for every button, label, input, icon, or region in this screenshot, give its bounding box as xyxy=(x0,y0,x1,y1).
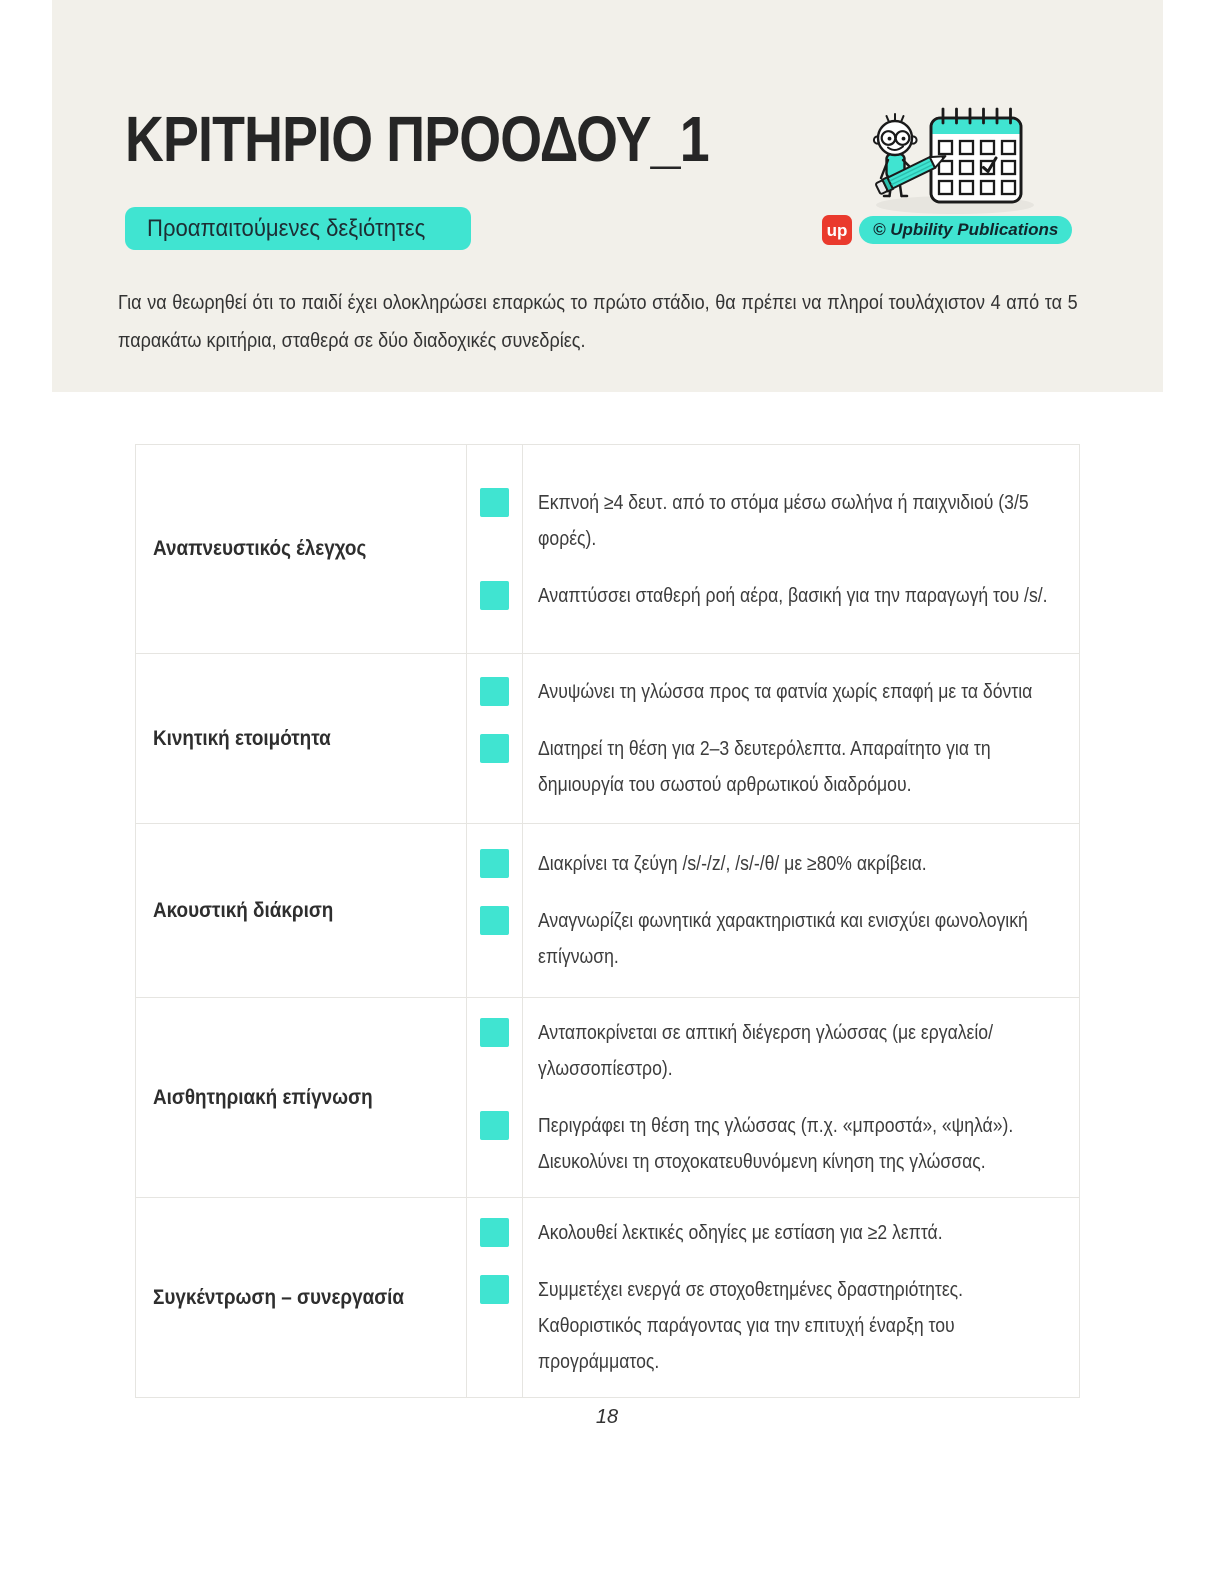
criterion-item-text: Αναπτύσσει σταθερή ροή αέρα, βασική για την παραγωγή του /s/. xyxy=(538,584,1048,607)
criterion-item xyxy=(467,1272,1059,1380)
brand-row xyxy=(822,215,1072,245)
checkbox-cell xyxy=(467,578,522,610)
criterion-item xyxy=(467,903,1059,975)
criterion-items-cell xyxy=(467,824,1079,997)
checkbox-cell xyxy=(467,1015,522,1047)
checkbox-cell xyxy=(467,674,522,706)
checkbox-cell xyxy=(467,485,522,517)
criterion-item-text: Διακρίνει τα ζεύγη /s/-/z/, /s/-/θ/ με ≥80% ακρίβεια. xyxy=(538,853,927,875)
checkbox-cell xyxy=(467,903,522,935)
checkbox-cell xyxy=(467,1272,522,1304)
criterion-label: Αναπνευστικός έλεγχος xyxy=(153,537,367,561)
criterion-checkbox[interactable] xyxy=(480,734,509,763)
criterion-row xyxy=(136,997,1079,1197)
criterion-label: Αισθητηριακή επίγνωση xyxy=(153,1085,373,1109)
criterion-items-cell xyxy=(467,445,1079,653)
criterion-item xyxy=(467,578,1059,614)
criterion-label: Συγκέντρωση – συνεργασία xyxy=(153,1285,405,1309)
criterion-label-cell xyxy=(136,654,467,823)
checkbox-cell xyxy=(467,1215,522,1247)
criterion-item-text: Εκπνοή ≥4 δευτ. από το στόμα μέσω σωλήνα ή παιχνιδιού (3/5 φορές). xyxy=(538,491,1029,550)
page-title: ΚΡΙΤΗΡΙΟ ΠΡΟΟΔΟΥ_1 xyxy=(125,103,709,175)
criterion-label-cell xyxy=(136,824,467,997)
criterion-checkbox[interactable] xyxy=(480,581,509,610)
criterion-row xyxy=(136,1197,1079,1397)
copyright-pill: © Upbility Publications xyxy=(859,216,1072,244)
criterion-label-cell xyxy=(136,998,467,1197)
criterion-label-cell xyxy=(136,445,467,653)
upbility-logo: up xyxy=(822,215,852,245)
criterion-checkbox[interactable] xyxy=(480,677,509,706)
criterion-checkbox[interactable] xyxy=(480,1275,509,1304)
subtitle-badge-label: Προαπαιτούμενες δεξιότητες xyxy=(147,214,426,242)
criterion-row xyxy=(136,823,1079,997)
criterion-item xyxy=(467,1215,1059,1251)
criterion-checkbox[interactable] xyxy=(480,1018,509,1047)
subtitle-badge xyxy=(125,207,471,250)
criterion-item-text: Διατηρεί τη θέση για 2–3 δευτερόλεπτα. Απαραίτητο για τη δημιουργία του σωστού αρθρωτικού διαδρόμου. xyxy=(538,738,991,796)
criterion-checkbox[interactable] xyxy=(480,906,509,935)
criterion-item-text: Ανυψώνει τη γλώσσα προς τα φατνία χωρίς επαφή με τα δόντια xyxy=(538,681,1033,703)
criterion-label: Κινητική ετοιμότητα xyxy=(153,726,331,750)
criterion-items-cell xyxy=(467,998,1079,1197)
criterion-item-text: Συμμετέχει ενεργά σε στοχοθετημένες δραστηριότητες. Καθοριστικός παράγοντας για την επιτυχή έναρξη του προγράμματος. xyxy=(538,1279,964,1373)
criterion-checkbox[interactable] xyxy=(480,849,509,878)
criterion-checkbox[interactable] xyxy=(480,1218,509,1247)
criterion-label-cell xyxy=(136,1198,467,1397)
criterion-item xyxy=(467,485,1059,557)
criterion-item-text: Περιγράφει τη θέση της γλώσσας (π.χ. «μπροστά», «ψηλά»). Διευκολύνει τη στοχοκατευθυνόμενη κίνηση της γλώσσας. xyxy=(538,1115,1014,1173)
checkbox-cell xyxy=(467,731,522,763)
checkbox-cell xyxy=(467,1108,522,1140)
criterion-item xyxy=(467,1108,1059,1180)
criterion-checkbox[interactable] xyxy=(480,488,509,517)
criterion-item-text: Ακολουθεί λεκτικές οδηγίες με εστίαση για ≥2 λεπτά. xyxy=(538,1222,943,1244)
intro-paragraph-wrap xyxy=(118,284,1078,360)
criterion-items-cell xyxy=(467,1198,1079,1397)
criterion-label: Ακουστική διάκριση xyxy=(153,898,334,922)
page-number: 18 xyxy=(595,1406,619,1428)
criterion-item-text: Αναγνωρίζει φωνητικά χαρακτηριστικά και ενισχύει φωνολογική επίγνωση. xyxy=(538,910,1028,968)
criterion-row xyxy=(136,445,1079,653)
intro-paragraph: Για να θεωρηθεί ότι το παιδί έχει ολοκληρώσει επαρκώς το πρώτο στάδιο, θα πρέπει να πληροί τουλάχιστον 4 από τα 5 παρακάτω κριτήρια, σταθερά σε δύο διαδοχικές συνεδρίες. xyxy=(118,291,1078,352)
criterion-item xyxy=(467,1015,1059,1087)
criterion-item xyxy=(467,674,1059,710)
criterion-checkbox[interactable] xyxy=(480,1111,509,1140)
criterion-row xyxy=(136,653,1079,823)
criterion-item-text: Ανταποκρίνεται σε απτική διέγερση γλώσσας (με εργαλείο/γλωσσοπίεστρο). xyxy=(538,1022,993,1080)
criterion-item xyxy=(467,846,1059,882)
calendar-pencil-illustration xyxy=(858,101,1050,217)
criterion-items-cell xyxy=(467,654,1079,823)
criteria-table xyxy=(135,444,1080,1398)
criterion-item xyxy=(467,731,1059,803)
checkbox-cell xyxy=(467,846,522,878)
